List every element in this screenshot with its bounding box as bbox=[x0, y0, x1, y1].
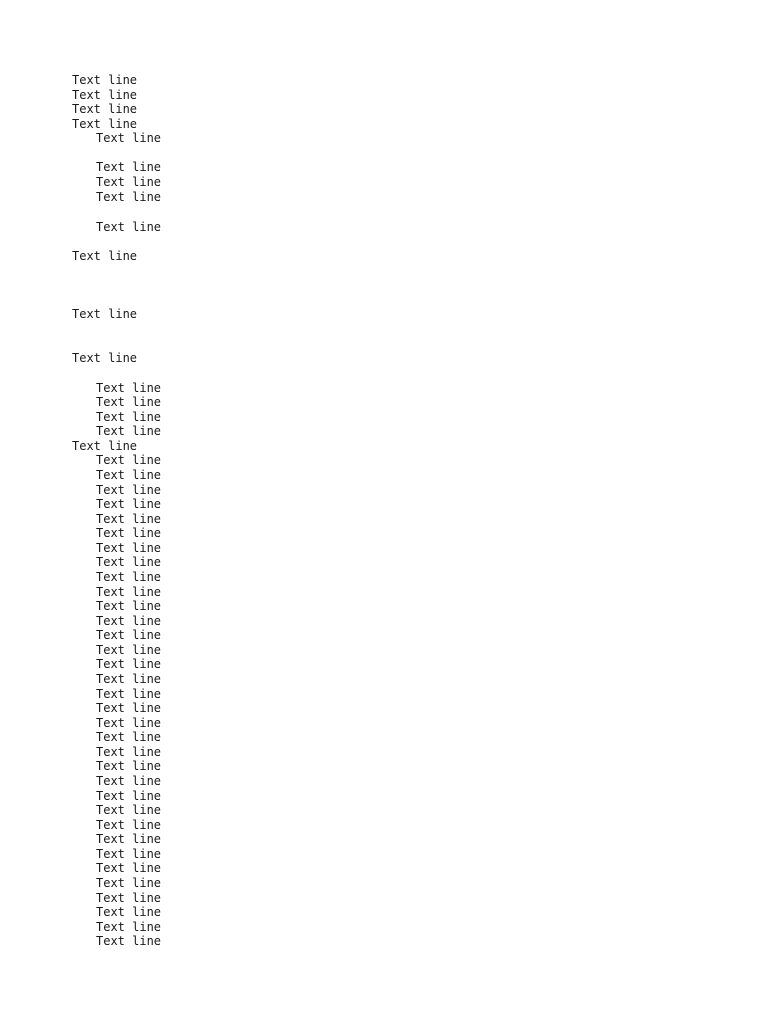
body-line: Text line bbox=[96, 774, 162, 788]
body-line: Text line bbox=[96, 657, 162, 671]
body-line: Text line bbox=[96, 599, 162, 613]
body-line: Text line bbox=[96, 512, 162, 526]
body-line: Text line bbox=[96, 628, 162, 642]
body-line: Text line bbox=[96, 410, 162, 424]
body-line: Text line bbox=[96, 585, 162, 599]
body-line: Text line bbox=[96, 730, 162, 744]
body-line: Text line bbox=[96, 395, 162, 409]
header-line: Text line bbox=[72, 88, 138, 102]
body-line: Text line bbox=[96, 555, 162, 569]
header-line: Text line bbox=[72, 102, 138, 116]
body-line: Text line bbox=[96, 687, 162, 701]
body-line: Text line bbox=[96, 934, 162, 948]
body-line: Text line bbox=[96, 716, 162, 730]
header-line: Text line bbox=[72, 73, 138, 87]
chapter-title: Text line bbox=[72, 351, 138, 365]
intro-line: Text line bbox=[96, 190, 162, 204]
body-line: Text line bbox=[96, 832, 162, 846]
body-line: Text line bbox=[96, 526, 162, 540]
body-line: Text line bbox=[96, 468, 162, 482]
body-line: Text line bbox=[96, 803, 162, 817]
body-line: Text line bbox=[96, 905, 162, 919]
intro-line: Text line bbox=[96, 220, 162, 234]
body-line: Text line bbox=[96, 920, 162, 934]
intro-line: Text line bbox=[96, 175, 162, 189]
intro-line: Text line bbox=[96, 160, 162, 174]
body-line: Text line bbox=[96, 672, 162, 686]
body-line: Text line bbox=[96, 497, 162, 511]
body-line: Text line bbox=[96, 745, 162, 759]
body-line: Text line bbox=[96, 483, 162, 497]
body-line: Text line bbox=[96, 759, 162, 773]
body-line: Text line bbox=[96, 424, 162, 438]
body-line: Text line bbox=[96, 381, 162, 395]
body-line: Text line bbox=[96, 818, 162, 832]
header-line: Text line bbox=[72, 117, 138, 131]
wide-text-line: Text line bbox=[72, 249, 138, 263]
body-line: Text line bbox=[96, 789, 162, 803]
body-line: Text line bbox=[96, 643, 162, 657]
section-title: Text line bbox=[72, 307, 138, 321]
body-line: Text line bbox=[96, 453, 162, 467]
body-line: Text line bbox=[96, 847, 162, 861]
body-line: Text line bbox=[96, 891, 162, 905]
body-line: Text line bbox=[96, 876, 162, 890]
body-line: Text line bbox=[96, 570, 162, 584]
body-line: Text line bbox=[72, 439, 138, 453]
body-line: Text line bbox=[96, 614, 162, 628]
body-line: Text line bbox=[96, 861, 162, 875]
body-line: Text line bbox=[96, 541, 162, 555]
body-line: Text line bbox=[96, 701, 162, 715]
header-line: Text line bbox=[96, 131, 162, 145]
